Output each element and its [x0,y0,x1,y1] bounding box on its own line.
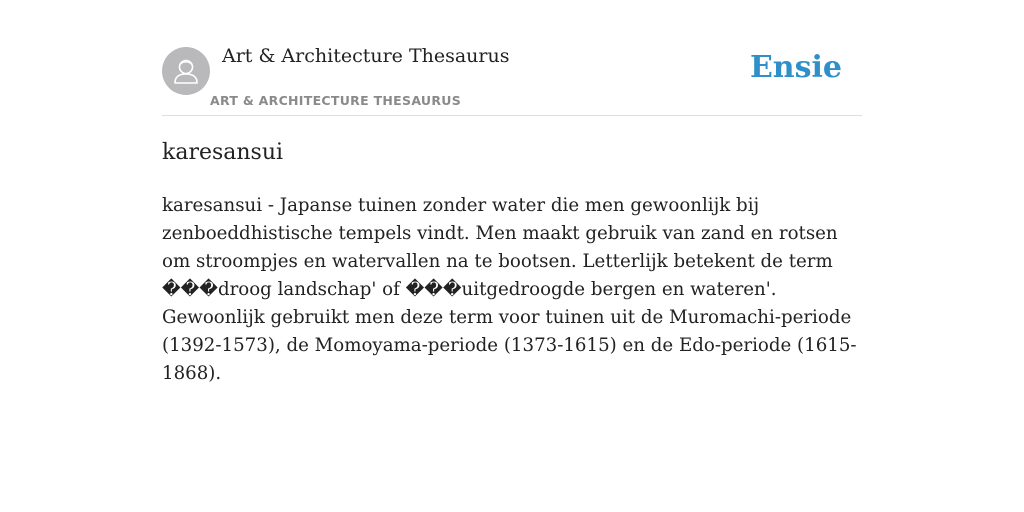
ensie-logo[interactable]: Ensie [749,50,842,85]
avatar[interactable] [162,47,210,95]
article-body: karesansui - Japanse tuinen zonder water die men gewoonlijk bij zenboeddhistische tempels vindt. Men maakt gebruik van zand en rotsen om stroompjes en watervallen na te bootsen. Letterlijk betekent de term ���droog landschap' of ���uitgedroogde bergen en wateren'. Gewoonlijk gebruikt men deze term voor tuinen uit de Muromachi-periode (1392-1573), de Momoyama-periode (1373-1615) en de Edo-periode (1615-1868). [162,195,857,384]
author-name[interactable]: Art & Architecture Thesaurus [222,45,510,67]
header [162,0,862,116]
author-subtitle[interactable]: ART & ARCHITECTURE THESAURUS [210,93,462,108]
user-silhouette-icon [162,47,210,95]
article-title: karesansui [162,140,284,165]
